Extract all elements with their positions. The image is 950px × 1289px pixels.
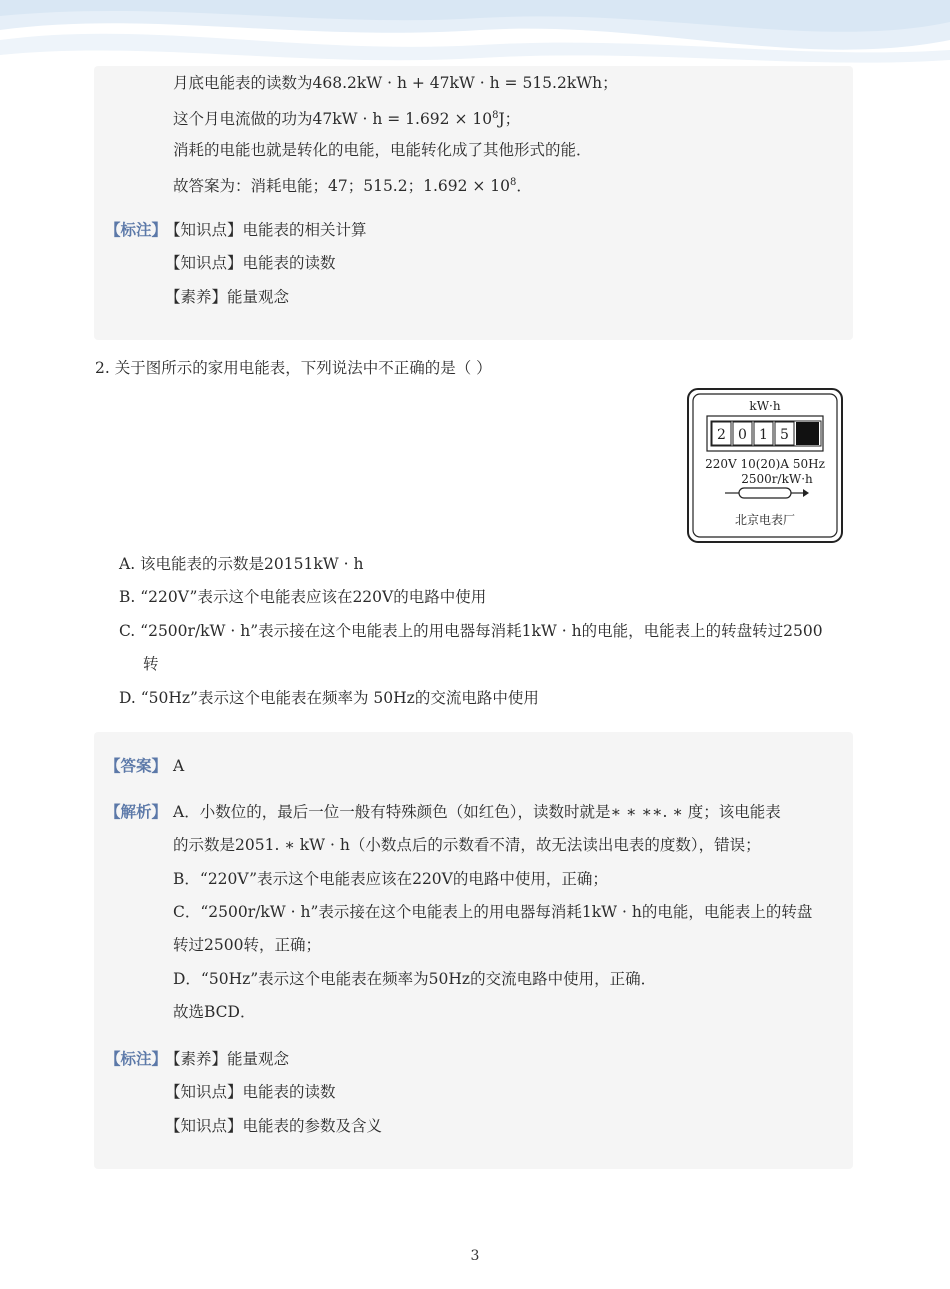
- analysis-line: C．“2500r/kW · h”表示接在这个电能表上的用电器每消耗1kW · h的电能，电能表上的转盘: [173, 903, 813, 921]
- page-number: 3: [470, 1248, 480, 1264]
- analysis-line: 转过2500转，正确；: [173, 936, 321, 954]
- literacy-point: 【素养】能量观念: [165, 1050, 290, 1068]
- knowledge-point: 【知识点】电能表的相关计算: [165, 221, 367, 239]
- meter-digit: 1: [759, 427, 768, 443]
- calc-line-2: 这个月电流做的功为$47kW \cdot h = 1.692 \times 10^8J$；: [173, 110, 521, 128]
- meter-unit: kW·h: [749, 399, 781, 413]
- answer-tag: 【答案】: [105, 756, 168, 775]
- option-c-continued: 转: [143, 655, 159, 673]
- analysis-line: D．“50Hz”表示这个电能表在频率为50Hz的交流电路中使用，正确．: [173, 970, 657, 988]
- meter-digit: 2: [717, 427, 726, 443]
- header-wave-decoration: [0, 0, 950, 72]
- answer-value: A: [173, 757, 185, 775]
- analysis-line: B．“220V”表示这个电能表应该在220V的电路中使用，正确；: [173, 870, 608, 888]
- question-2-text: 2. 关于图所示的家用电能表，下列说法中不正确的是（ ）: [95, 359, 492, 377]
- analysis-line: 的示数是2051. ∗ kW · h（小数点后的示数看不清，故无法读出电表的度数），错误；: [173, 836, 761, 854]
- literacy-point: 【素养】能量观念: [165, 288, 290, 306]
- knowledge-point: 【知识点】电能表的读数: [165, 1083, 336, 1101]
- meter-manufacturer: 北京电表厂: [734, 513, 796, 527]
- analysis-tag: 【解析】: [105, 802, 168, 821]
- meter-digit: 0: [738, 427, 747, 443]
- option-d: D. “50Hz”表示这个电能表在频率为 50Hz的交流电路中使用: [119, 689, 539, 707]
- analysis-line: A．小数位的，最后一位一般有特殊颜色（如红色），读数时就是∗ ∗ ∗∗. ∗ 度；该电能表: [173, 803, 781, 821]
- meter-revolutions: 2500r/kW·h: [741, 472, 813, 486]
- calc-line-3: 消耗的电能也就是转化的电能，电能转化成了其他形式的能．: [173, 141, 592, 159]
- electric-meter-figure: [687, 388, 843, 543]
- option-c: C. “2500r/kW · h”表示接在这个电能表上的用电器每消耗1kW · h的电能，电能表上的转盘转过2500: [119, 622, 823, 640]
- analysis-line: 故选BCD．: [173, 1003, 256, 1021]
- annotation-tag: 【标注】: [105, 220, 168, 239]
- option-b: B. “220V”表示这个电能表应该在220V的电路中使用: [119, 588, 487, 606]
- calc-line-1: 月底电能表的读数为468.2kW · h + 47kW · h = 515.2kWh；: [173, 74, 618, 92]
- meter-rating: 220V 10(20)A 50Hz: [705, 457, 825, 471]
- annotation-tag: 【标注】: [105, 1049, 168, 1068]
- knowledge-point: 【知识点】电能表的参数及含义: [165, 1117, 383, 1135]
- meter-digit: 5: [780, 427, 789, 443]
- knowledge-point: 【知识点】电能表的读数: [165, 254, 336, 272]
- calc-line-4: 故答案为：消耗电能；47；515.2；$1.692 \times 10^8$．: [173, 177, 532, 195]
- option-a: A. 该电能表的示数是20151kW · h: [119, 555, 364, 573]
- decimal-digit-window: [796, 422, 819, 445]
